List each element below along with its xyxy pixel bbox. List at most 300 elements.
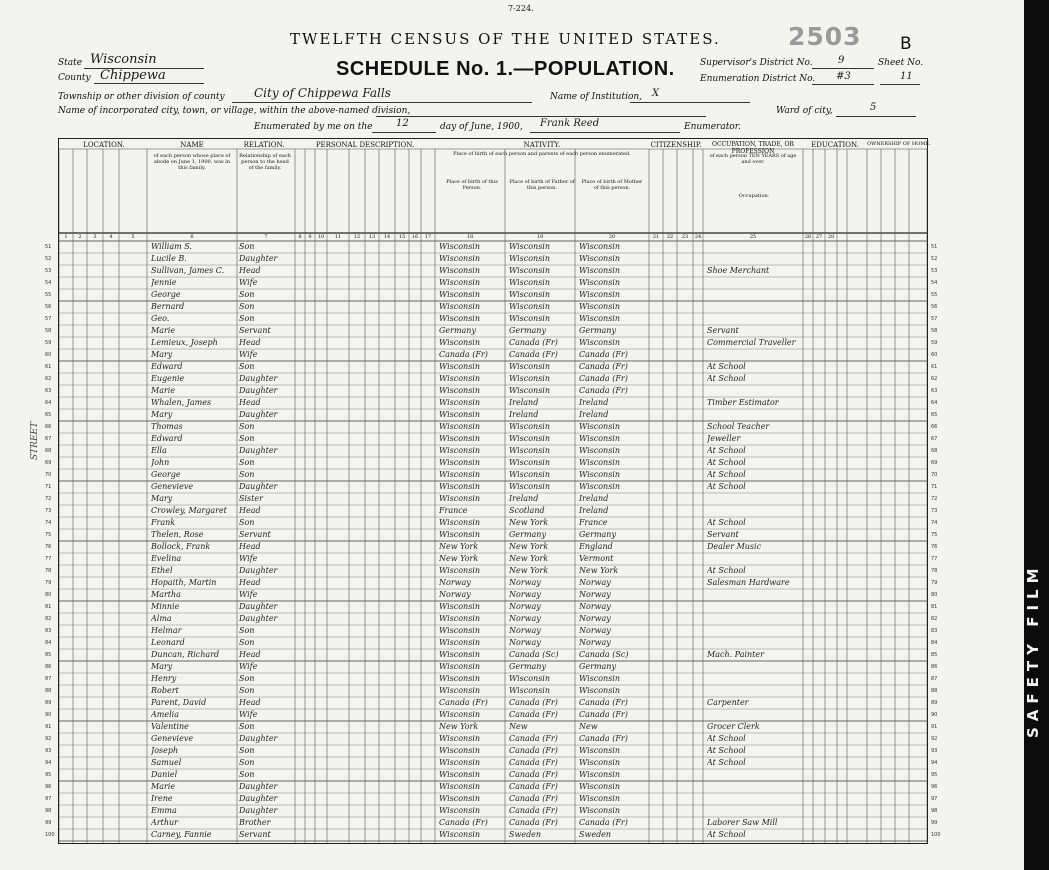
schedule-title: SCHEDULE No. 1.—POPULATION. [336,58,675,80]
row-line-number: 59 [45,340,52,346]
row-line-number: 84 [931,640,938,646]
row-father-birthplace: New York [509,566,549,575]
row-mother-birthplace: New York [579,566,619,575]
row-father-birthplace: Wisconsin [509,290,551,299]
incorporated-label: Name of incorporated city, town, or village, within the above-named division, [58,106,411,116]
row-relation: Head [239,650,261,659]
row-line-number: 83 [45,628,52,634]
row-relation: Wife [239,662,258,671]
row-mother-birthplace: Ireland [579,410,609,419]
row-line-number: 81 [45,604,52,610]
row-birthplace: Wisconsin [439,710,481,719]
institution-label: Name of Institution, [550,92,643,102]
row-mother-birthplace: Wisconsin [579,338,621,347]
row-line-number: 85 [45,652,52,658]
row-mother-birthplace: Vermont [579,554,614,563]
column-number: 17 [424,234,432,240]
row-occupation: At School [707,458,746,467]
row-line-number: 57 [45,316,52,322]
row-mother-birthplace: Wisconsin [579,266,621,275]
row-birthplace: New York [439,542,479,551]
row-father-birthplace: Canada (Fr) [509,338,558,347]
row-line-number: 68 [931,448,938,454]
row-line-number: 69 [45,460,52,466]
header-citizenship: CITIZENSHIP. [650,141,702,149]
row-father-birthplace: Norway [509,602,541,611]
row-relation: Sister [239,494,263,503]
row-relation: Servant [239,326,271,335]
row-line-number: 55 [45,292,52,298]
row-birthplace: Wisconsin [439,278,481,287]
row-line-number: 94 [931,760,938,766]
row-birthplace: Wisconsin [439,338,481,347]
row-father-birthplace: Ireland [509,398,539,407]
row-line-number: 79 [931,580,938,586]
township-value: City of Chippewa Falls [254,86,391,100]
row-birthplace: Wisconsin [439,374,481,383]
row-name: Lucile B. [151,254,187,263]
row-line-number: 83 [931,628,938,634]
row-father-birthplace: Wisconsin [509,386,551,395]
row-father-birthplace: Wisconsin [509,254,551,263]
row-name: Edward [151,434,183,443]
enumerator-label: Enumerator. [684,122,741,132]
row-name: Joseph [151,746,179,755]
row-relation: Son [239,686,255,695]
row-father-birthplace: Ireland [509,410,539,419]
column-number: 26 [804,234,812,240]
column-number: 15 [398,234,406,240]
row-birthplace: Wisconsin [439,386,481,395]
note-occupation: of each person TEN YEARS of age and over. [709,153,797,165]
row-birthplace: Wisconsin [439,794,481,803]
sheet-label: Sheet No. [878,58,924,68]
row-line-number: 77 [45,556,52,562]
row-name: Leonard [151,638,185,647]
row-line-number: 52 [45,256,52,262]
row-line-number: 81 [931,604,938,610]
row-birthplace: Wisconsin [439,314,481,323]
note-relation: Relationship of each person to the head of the family. [239,153,291,171]
row-occupation: Shoe Merchant [707,266,770,275]
row-line-number: 58 [45,328,52,334]
row-line-number: 76 [931,544,938,550]
row-father-birthplace: Canada (Fr) [509,818,558,827]
row-line-number: 82 [931,616,938,622]
row-mother-birthplace: Germany [579,662,616,671]
row-line-number: 58 [931,328,938,334]
row-mother-birthplace: Wisconsin [579,242,621,251]
row-line-number: 78 [931,568,938,574]
row-father-birthplace: Canada (Fr) [509,770,558,779]
row-name: Ethel [151,566,173,575]
row-mother-birthplace: England [579,542,613,551]
row-mother-birthplace: Ireland [579,506,609,515]
row-line-number: 99 [931,820,938,826]
row-line-number: 59 [931,340,938,346]
note-nativity: Place of birth of each person and parents of each person enumerated. [453,151,631,157]
row-father-birthplace: Canada (Fr) [509,758,558,767]
row-occupation: At School [707,446,746,455]
header-name: NAME [180,141,204,149]
row-relation: Wife [239,350,258,359]
row-occupation: At School [707,482,746,491]
header-education: EDUCATION. [811,141,859,149]
note-birthplace-mother: Place of birth of Mother of this person. [581,179,643,191]
column-number: 27 [815,234,823,240]
row-occupation: Laborer Saw Mill [707,818,778,827]
row-name: Crowley, Margaret [151,506,227,515]
row-line-number: 80 [45,592,52,598]
row-line-number: 98 [931,808,938,814]
row-relation: Daughter [239,614,278,623]
row-birthplace: Wisconsin [439,398,481,407]
column-number: 6 [190,234,194,240]
row-line-number: 98 [45,808,52,814]
column-number: 25 [749,234,757,240]
row-line-number: 63 [931,388,938,394]
row-name: Thomas [151,422,183,431]
row-line-number: 96 [45,784,52,790]
column-number: 13 [368,234,376,240]
row-mother-birthplace: Wisconsin [579,290,621,299]
row-line-number: 66 [931,424,938,430]
column-number: 5 [131,234,135,240]
row-father-birthplace: Wisconsin [509,470,551,479]
row-name: Marie [151,326,176,335]
row-mother-birthplace: Wisconsin [579,806,621,815]
row-occupation: Servant [707,530,739,539]
row-birthplace: Norway [439,578,471,587]
row-father-birthplace: Wisconsin [509,314,551,323]
row-relation: Brother [239,818,271,827]
row-father-birthplace: Wisconsin [509,266,551,275]
row-line-number: 71 [45,484,52,490]
row-father-birthplace: Wisconsin [509,278,551,287]
row-relation: Son [239,470,255,479]
row-occupation: At School [707,470,746,479]
row-line-number: 95 [931,772,938,778]
row-line-number: 76 [45,544,52,550]
row-mother-birthplace: Wisconsin [579,794,621,803]
ward-label: Ward of city, [776,106,833,116]
row-father-birthplace: Germany [509,662,546,671]
row-occupation: At School [707,566,746,575]
row-birthplace: Wisconsin [439,494,481,503]
row-mother-birthplace: Wisconsin [579,278,621,287]
enumerated-label: Enumerated by me on the [254,122,373,132]
row-occupation: Dealer Music [707,542,762,551]
row-relation: Son [239,518,255,527]
column-number: 4 [109,234,113,240]
row-father-birthplace: Wisconsin [509,434,551,443]
row-line-number: 97 [45,796,52,802]
row-name: Valentine [151,722,189,731]
row-birthplace: New York [439,722,479,731]
row-birthplace: Wisconsin [439,254,481,263]
row-mother-birthplace: Wisconsin [579,686,621,695]
row-mother-birthplace: Wisconsin [579,482,621,491]
row-line-number: 71 [931,484,938,490]
row-name: Bollock, Frank [151,542,211,551]
row-name: Hopaith, Martin [151,578,217,587]
row-mother-birthplace: Wisconsin [579,746,621,755]
film-strip-text: SAFETY FILM [1024,562,1042,738]
row-relation: Daughter [239,386,278,395]
row-birthplace: Wisconsin [439,782,481,791]
row-name: Frank [151,518,176,527]
column-number: 8 [298,234,302,240]
note-occupation-sub: Occupation. [738,193,770,199]
row-name: Mary [151,410,173,419]
row-occupation: Salesman Hardware [707,578,790,587]
row-name: Mary [151,494,173,503]
row-birthplace: Wisconsin [439,470,481,479]
row-relation: Head [239,698,261,707]
row-birthplace: Wisconsin [439,662,481,671]
row-relation: Head [239,338,261,347]
row-line-number: 79 [45,580,52,586]
row-mother-birthplace: Canada (Fr) [579,818,628,827]
row-occupation: School Teacher [707,422,770,431]
row-name: Thelen, Rose [151,530,204,539]
row-birthplace: Wisconsin [439,830,481,839]
row-birthplace: Wisconsin [439,518,481,527]
row-mother-birthplace: Ireland [579,494,609,503]
note-birthplace-father: Place of birth of Father of this person. [509,179,575,191]
column-number: 19 [536,234,544,240]
row-mother-birthplace: Wisconsin [579,470,621,479]
row-relation: Son [239,302,255,311]
row-father-birthplace: New York [509,554,549,563]
row-relation: Daughter [239,782,278,791]
row-mother-birthplace: Canada (Fr) [579,734,628,743]
row-name: George [151,290,181,299]
row-relation: Daughter [239,734,278,743]
row-birthplace: Wisconsin [439,626,481,635]
row-birthplace: Wisconsin [439,746,481,755]
row-birthplace: Canada (Fr) [439,350,488,359]
row-relation: Son [239,770,255,779]
row-mother-birthplace: Norway [579,590,611,599]
sheet-value: 11 [900,71,913,82]
row-line-number: 87 [931,676,938,682]
row-birthplace: Wisconsin [439,770,481,779]
row-line-number: 73 [45,508,52,514]
row-relation: Son [239,434,255,443]
row-line-number: 86 [931,664,938,670]
row-father-birthplace: New York [509,518,549,527]
row-mother-birthplace: Wisconsin [579,254,621,263]
row-line-number: 100 [45,832,55,838]
column-number: 14 [383,234,391,240]
row-mother-birthplace: Wisconsin [579,758,621,767]
row-line-number: 87 [45,676,52,682]
row-mother-birthplace: Wisconsin [579,422,621,431]
supervisor-label: Supervisor's District No. [700,58,813,68]
row-name: Jennie [151,278,177,287]
row-relation: Daughter [239,446,278,455]
row-relation: Son [239,458,255,467]
row-birthplace: Wisconsin [439,758,481,767]
row-birthplace: Wisconsin [439,614,481,623]
row-mother-birthplace: Ireland [579,398,609,407]
page-letter: B [900,34,912,54]
row-line-number: 72 [45,496,52,502]
row-birthplace: Wisconsin [439,446,481,455]
row-father-birthplace: Norway [509,626,541,635]
row-name: Mary [151,350,173,359]
row-relation: Head [239,578,261,587]
supervisor-value: 9 [838,55,845,66]
row-relation: Daughter [239,602,278,611]
row-father-birthplace: Sweden [509,830,542,839]
row-mother-birthplace: Norway [579,578,611,587]
row-mother-birthplace: Norway [579,602,611,611]
row-line-number: 56 [931,304,938,310]
row-name: Daniel [151,770,178,779]
row-father-birthplace: Norway [509,614,541,623]
row-relation: Head [239,266,261,275]
row-name: Geo. [151,314,170,323]
row-line-number: 75 [931,532,938,538]
row-relation: Son [239,638,255,647]
row-mother-birthplace: Norway [579,638,611,647]
row-line-number: 64 [931,400,938,406]
row-line-number: 91 [931,724,938,730]
row-father-birthplace: Wisconsin [509,242,551,251]
sheet-stamp: 2503 [788,22,862,51]
row-line-number: 55 [931,292,938,298]
column-number: 9 [308,234,312,240]
census-table [45,138,941,844]
row-line-number: 100 [931,832,941,838]
row-relation: Daughter [239,482,278,491]
row-line-number: 84 [45,640,52,646]
row-birthplace: Wisconsin [439,242,481,251]
row-birthplace: Wisconsin [439,734,481,743]
row-birthplace: Wisconsin [439,566,481,575]
row-occupation: Timber Estimator [707,398,779,407]
row-birthplace: Wisconsin [439,638,481,647]
county-label: County [58,73,91,83]
row-line-number: 85 [931,652,938,658]
row-birthplace: France [439,506,468,515]
row-father-birthplace: Canada (Sc) [509,650,559,659]
row-line-number: 66 [45,424,52,430]
row-line-number: 54 [931,280,938,286]
row-name: Marie [151,386,176,395]
row-mother-birthplace: Canada (Fr) [579,374,628,383]
row-relation: Son [239,362,255,371]
row-name: Mary [151,662,173,671]
enumeration-value: #3 [836,71,851,82]
row-line-number: 99 [45,820,52,826]
ward-value: 5 [870,102,877,113]
row-relation: Son [239,746,255,755]
row-occupation: Servant [707,326,739,335]
row-occupation: At School [707,362,746,371]
row-relation: Head [239,542,261,551]
row-mother-birthplace: Wisconsin [579,458,621,467]
row-birthplace: Wisconsin [439,806,481,815]
row-relation: Head [239,398,261,407]
row-relation: Daughter [239,254,278,263]
row-line-number: 89 [931,700,938,706]
row-line-number: 53 [45,268,52,274]
row-name: Arthur [151,818,178,827]
row-line-number: 51 [45,244,52,250]
row-name: Carney, Fannie [151,830,212,839]
row-relation: Son [239,758,255,767]
row-name: Parent, David [151,698,207,707]
row-father-birthplace: Canada (Fr) [509,782,558,791]
row-relation: Head [239,506,261,515]
row-name: Henry [151,674,177,683]
row-line-number: 93 [931,748,938,754]
header-location: LOCATION. [83,141,125,149]
row-relation: Wife [239,590,258,599]
row-name: Lemieux, Joseph [151,338,218,347]
row-father-birthplace: Wisconsin [509,674,551,683]
row-father-birthplace: Wisconsin [509,458,551,467]
row-line-number: 89 [45,700,52,706]
row-line-number: 92 [45,736,52,742]
row-relation: Son [239,242,255,251]
column-number: 20 [608,234,616,240]
row-father-birthplace: Wisconsin [509,446,551,455]
row-mother-birthplace: Canada (Fr) [579,698,628,707]
row-line-number: 88 [45,688,52,694]
enumerated-month: day of June, 1900, [440,122,523,132]
row-mother-birthplace: Wisconsin [579,314,621,323]
column-number: 10 [317,234,325,240]
row-name: William S. [151,242,192,251]
row-mother-birthplace: Wisconsin [579,302,621,311]
row-birthplace: Canada (Fr) [439,698,488,707]
row-birthplace: Wisconsin [439,290,481,299]
row-birthplace: Wisconsin [439,302,481,311]
row-name: Martha [151,590,181,599]
row-occupation: At School [707,734,746,743]
row-father-birthplace: Scotland [509,506,545,515]
state-label: State [58,58,83,68]
row-relation: Wife [239,710,258,719]
row-line-number: 78 [45,568,52,574]
column-number: 2 [78,234,82,240]
row-mother-birthplace: Germany [579,326,616,335]
row-occupation: Commercial Traveller [707,338,796,347]
row-occupation: At School [707,758,746,767]
row-relation: Son [239,722,255,731]
column-number: 1 [64,234,68,240]
row-father-birthplace: Canada (Fr) [509,710,558,719]
row-relation: Daughter [239,794,278,803]
row-father-birthplace: Wisconsin [509,686,551,695]
row-line-number: 74 [931,520,938,526]
row-relation: Daughter [239,806,278,815]
row-line-number: 65 [45,412,52,418]
row-line-number: 74 [45,520,52,526]
row-father-birthplace: Germany [509,530,546,539]
state-value: Wisconsin [90,52,157,67]
row-birthplace: Wisconsin [439,482,481,491]
row-occupation: At School [707,374,746,383]
row-mother-birthplace: Wisconsin [579,782,621,791]
row-relation: Wife [239,554,258,563]
row-father-birthplace: New [509,722,528,731]
row-mother-birthplace: Wisconsin [579,770,621,779]
